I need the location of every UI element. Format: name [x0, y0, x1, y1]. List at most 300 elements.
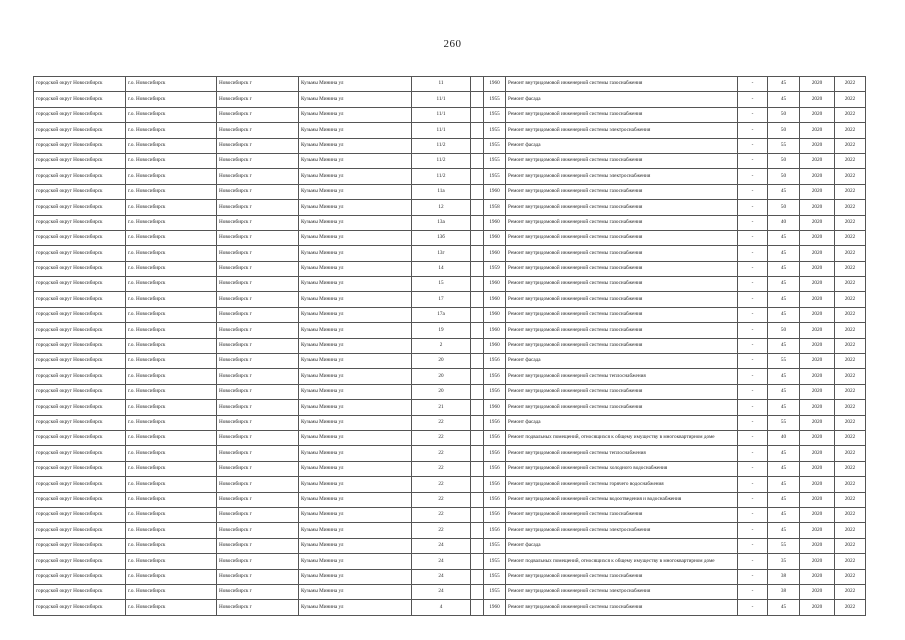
municipality-cell: городской округ Новосибирск: [34, 277, 126, 292]
dash-cell: -: [738, 123, 768, 138]
street-cell: Кузьмы Минина ул: [299, 569, 412, 584]
end-year-cell: 2022: [835, 415, 866, 430]
municipality-cell: городской округ Новосибирск: [34, 123, 126, 138]
street-cell: Кузьмы Минина ул: [299, 184, 412, 199]
district-cell: г.о. Новосибирск: [126, 77, 217, 92]
municipality-cell: городской округ Новосибирск: [34, 354, 126, 369]
street-cell: Кузьмы Минина ул: [299, 384, 412, 399]
start-year-cell: 2020: [800, 169, 835, 184]
house-number-cell: 13г: [412, 246, 471, 261]
percent-cell: 45: [768, 400, 800, 415]
percent-cell: 45: [768, 277, 800, 292]
street-cell: Кузьмы Минина ул: [299, 92, 412, 107]
district-cell: г.о. Новосибирск: [126, 338, 217, 353]
street-cell: Кузьмы Минина ул: [299, 446, 412, 461]
letter-cell: [471, 507, 484, 522]
table-row: [34, 153, 866, 168]
end-year-cell: 2022: [835, 277, 866, 292]
dash-cell: -: [738, 77, 768, 92]
district-cell: г.о. Новосибирск: [126, 600, 217, 615]
end-year-cell: 2022: [835, 369, 866, 384]
table-row: [34, 492, 866, 507]
dash-cell: -: [738, 323, 768, 338]
house-number-cell: 22: [412, 415, 471, 430]
municipality-cell: городской округ Новосибирск: [34, 92, 126, 107]
city-cell: Новосибирск г: [217, 415, 299, 430]
table-row: [34, 415, 866, 430]
dash-cell: -: [738, 384, 768, 399]
municipality-cell: городской округ Новосибирск: [34, 369, 126, 384]
street-cell: Кузьмы Минина ул: [299, 200, 412, 215]
end-year-cell: 2022: [835, 507, 866, 522]
work-type-cell: Ремонт фасада: [506, 138, 738, 153]
city-cell: Новосибирск г: [217, 77, 299, 92]
percent-cell: 50: [768, 323, 800, 338]
end-year-cell: 2022: [835, 107, 866, 122]
house-number-cell: 15: [412, 277, 471, 292]
letter-cell: [471, 477, 484, 492]
letter-cell: [471, 215, 484, 230]
house-number-cell: 20: [412, 354, 471, 369]
house-number-cell: 2: [412, 338, 471, 353]
table-row: [34, 430, 866, 445]
end-year-cell: 2022: [835, 123, 866, 138]
end-year-cell: 2022: [835, 169, 866, 184]
percent-cell: 45: [768, 384, 800, 399]
dash-cell: -: [738, 354, 768, 369]
year-built-cell: 1958: [484, 200, 506, 215]
street-cell: Кузьмы Минина ул: [299, 492, 412, 507]
street-cell: Кузьмы Минина ул: [299, 461, 412, 476]
city-cell: Новосибирск г: [217, 538, 299, 553]
city-cell: Новосибирск г: [217, 369, 299, 384]
letter-cell: [471, 584, 484, 599]
dash-cell: -: [738, 554, 768, 569]
start-year-cell: 2020: [800, 277, 835, 292]
municipality-cell: городской округ Новосибирск: [34, 600, 126, 615]
percent-cell: 45: [768, 184, 800, 199]
letter-cell: [471, 554, 484, 569]
district-cell: г.о. Новосибирск: [126, 277, 217, 292]
start-year-cell: 2020: [800, 430, 835, 445]
municipality-cell: городской округ Новосибирск: [34, 492, 126, 507]
end-year-cell: 2022: [835, 492, 866, 507]
house-number-cell: 11/1: [412, 107, 471, 122]
dash-cell: -: [738, 600, 768, 615]
dash-cell: -: [738, 184, 768, 199]
letter-cell: [471, 200, 484, 215]
start-year-cell: 2020: [800, 600, 835, 615]
city-cell: Новосибирск г: [217, 123, 299, 138]
work-type-cell: Ремонт внутридомовой инженерной системы электроснабжения: [506, 123, 738, 138]
end-year-cell: 2022: [835, 323, 866, 338]
work-type-cell: Ремонт внутридомовой инженерной системы электроснабжения: [506, 584, 738, 599]
street-cell: Кузьмы Минина ул: [299, 554, 412, 569]
year-built-cell: 1960: [484, 307, 506, 322]
letter-cell: [471, 92, 484, 107]
house-number-cell: 21: [412, 400, 471, 415]
district-cell: г.о. Новосибирск: [126, 569, 217, 584]
house-number-cell: 11/2: [412, 153, 471, 168]
start-year-cell: 2020: [800, 369, 835, 384]
start-year-cell: 2020: [800, 323, 835, 338]
end-year-cell: 2022: [835, 354, 866, 369]
letter-cell: [471, 523, 484, 538]
street-cell: Кузьмы Минина ул: [299, 430, 412, 445]
municipality-cell: городской округ Новосибирск: [34, 246, 126, 261]
dash-cell: -: [738, 138, 768, 153]
year-built-cell: 1960: [484, 338, 506, 353]
dash-cell: -: [738, 461, 768, 476]
work-type-cell: Ремонт внутридомовой инженерной системы газоснабжения: [506, 107, 738, 122]
percent-cell: 45: [768, 246, 800, 261]
street-cell: Кузьмы Минина ул: [299, 138, 412, 153]
page-number: 260: [443, 38, 462, 50]
house-number-cell: 4: [412, 600, 471, 615]
letter-cell: [471, 153, 484, 168]
municipality-cell: городской округ Новосибирск: [34, 215, 126, 230]
municipality-cell: городской округ Новосибирск: [34, 138, 126, 153]
year-built-cell: 1959: [484, 261, 506, 276]
table-row: [34, 200, 866, 215]
start-year-cell: 2020: [800, 292, 835, 307]
city-cell: Новосибирск г: [217, 523, 299, 538]
city-cell: Новосибирск г: [217, 200, 299, 215]
dash-cell: -: [738, 415, 768, 430]
letter-cell: [471, 354, 484, 369]
city-cell: Новосибирск г: [217, 169, 299, 184]
city-cell: Новосибирск г: [217, 492, 299, 507]
city-cell: Новосибирск г: [217, 584, 299, 599]
percent-cell: 35: [768, 554, 800, 569]
end-year-cell: 2022: [835, 569, 866, 584]
start-year-cell: 2020: [800, 77, 835, 92]
district-cell: г.о. Новосибирск: [126, 215, 217, 230]
district-cell: г.о. Новосибирск: [126, 477, 217, 492]
percent-cell: 45: [768, 92, 800, 107]
work-type-cell: Ремонт фасада: [506, 92, 738, 107]
end-year-cell: 2022: [835, 200, 866, 215]
year-built-cell: 1960: [484, 600, 506, 615]
letter-cell: [471, 569, 484, 584]
percent-cell: 55: [768, 138, 800, 153]
start-year-cell: 2020: [800, 492, 835, 507]
start-year-cell: 2020: [800, 307, 835, 322]
work-type-cell: Ремонт внутридомовой инженерной системы газоснабжения: [506, 77, 738, 92]
dash-cell: -: [738, 169, 768, 184]
end-year-cell: 2022: [835, 230, 866, 245]
table-row: [34, 215, 866, 230]
district-cell: г.о. Новосибирск: [126, 507, 217, 522]
table-row: [34, 569, 866, 584]
district-cell: г.о. Новосибирск: [126, 461, 217, 476]
work-type-cell: Ремонт внутридомовой инженерной системы газоснабжения: [506, 384, 738, 399]
city-cell: Новосибирск г: [217, 292, 299, 307]
start-year-cell: 2020: [800, 215, 835, 230]
street-cell: Кузьмы Минина ул: [299, 153, 412, 168]
municipality-cell: городской округ Новосибирск: [34, 569, 126, 584]
start-year-cell: 2020: [800, 354, 835, 369]
end-year-cell: 2022: [835, 477, 866, 492]
municipality-cell: городской округ Новосибирск: [34, 230, 126, 245]
street-cell: Кузьмы Минина ул: [299, 477, 412, 492]
street-cell: Кузьмы Минина ул: [299, 600, 412, 615]
dash-cell: -: [738, 246, 768, 261]
house-number-cell: 19: [412, 323, 471, 338]
house-number-cell: 13а: [412, 215, 471, 230]
work-type-cell: Ремонт внутридомовой инженерной системы электроснабжения: [506, 523, 738, 538]
dash-cell: -: [738, 277, 768, 292]
work-type-cell: Ремонт внутридомовой инженерной системы газоснабжения: [506, 338, 738, 353]
percent-cell: 45: [768, 523, 800, 538]
dash-cell: -: [738, 430, 768, 445]
end-year-cell: 2022: [835, 215, 866, 230]
city-cell: Новосибирск г: [217, 507, 299, 522]
year-built-cell: 1956: [484, 430, 506, 445]
district-cell: г.о. Новосибирск: [126, 107, 217, 122]
start-year-cell: 2020: [800, 507, 835, 522]
end-year-cell: 2022: [835, 246, 866, 261]
table-row: [34, 523, 866, 538]
start-year-cell: 2020: [800, 477, 835, 492]
work-type-cell: Ремонт внутридомовой инженерной системы газоснабжения: [506, 292, 738, 307]
year-built-cell: 1955: [484, 92, 506, 107]
end-year-cell: 2022: [835, 430, 866, 445]
street-cell: Кузьмы Минина ул: [299, 261, 412, 276]
percent-cell: 45: [768, 307, 800, 322]
municipality-cell: городской округ Новосибирск: [34, 384, 126, 399]
end-year-cell: 2022: [835, 461, 866, 476]
house-number-cell: 24: [412, 554, 471, 569]
street-cell: Кузьмы Минина ул: [299, 507, 412, 522]
street-cell: Кузьмы Минина ул: [299, 77, 412, 92]
percent-cell: 38: [768, 569, 800, 584]
work-type-cell: Ремонт внутридомовой инженерной системы теплоснабжения: [506, 369, 738, 384]
work-type-cell: Ремонт внутридомовой инженерной системы горячего водоснабжения: [506, 477, 738, 492]
municipality-cell: городской округ Новосибирск: [34, 415, 126, 430]
start-year-cell: 2020: [800, 107, 835, 122]
table-row: [34, 292, 866, 307]
letter-cell: [471, 415, 484, 430]
dash-cell: -: [738, 446, 768, 461]
percent-cell: 50: [768, 107, 800, 122]
dash-cell: -: [738, 261, 768, 276]
percent-cell: 55: [768, 538, 800, 553]
municipality-cell: городской округ Новосибирск: [34, 400, 126, 415]
house-number-cell: 22: [412, 507, 471, 522]
letter-cell: [471, 292, 484, 307]
end-year-cell: 2022: [835, 384, 866, 399]
year-built-cell: 1956: [484, 461, 506, 476]
district-cell: г.о. Новосибирск: [126, 153, 217, 168]
work-type-cell: Ремонт внутридомовой инженерной системы газоснабжения: [506, 277, 738, 292]
year-built-cell: 1960: [484, 77, 506, 92]
city-cell: Новосибирск г: [217, 323, 299, 338]
city-cell: Новосибирск г: [217, 446, 299, 461]
end-year-cell: 2022: [835, 77, 866, 92]
start-year-cell: 2020: [800, 200, 835, 215]
city-cell: Новосибирск г: [217, 338, 299, 353]
percent-cell: 45: [768, 461, 800, 476]
district-cell: г.о. Новосибирск: [126, 246, 217, 261]
street-cell: Кузьмы Минина ул: [299, 230, 412, 245]
percent-cell: 40: [768, 430, 800, 445]
table-row: [34, 461, 866, 476]
end-year-cell: 2022: [835, 138, 866, 153]
work-type-cell: Ремонт внутридомовой инженерной системы газоснабжения: [506, 569, 738, 584]
letter-cell: [471, 77, 484, 92]
dash-cell: -: [738, 369, 768, 384]
start-year-cell: 2020: [800, 415, 835, 430]
municipality-cell: городской округ Новосибирск: [34, 200, 126, 215]
start-year-cell: 2020: [800, 584, 835, 599]
district-cell: г.о. Новосибирск: [126, 538, 217, 553]
district-cell: г.о. Новосибирск: [126, 92, 217, 107]
work-type-cell: Ремонт внутридомовой инженерной системы теплоснабжения: [506, 446, 738, 461]
year-built-cell: 1955: [484, 107, 506, 122]
house-number-cell: 22: [412, 523, 471, 538]
dash-cell: -: [738, 153, 768, 168]
letter-cell: [471, 277, 484, 292]
house-number-cell: 17: [412, 292, 471, 307]
house-number-cell: 11/2: [412, 169, 471, 184]
house-number-cell: 20: [412, 384, 471, 399]
work-type-cell: Ремонт фасада: [506, 538, 738, 553]
dash-cell: -: [738, 477, 768, 492]
start-year-cell: 2020: [800, 569, 835, 584]
year-built-cell: 1955: [484, 569, 506, 584]
dash-cell: -: [738, 215, 768, 230]
dash-cell: -: [738, 538, 768, 553]
table-row: [34, 507, 866, 522]
start-year-cell: 2020: [800, 138, 835, 153]
street-cell: Кузьмы Минина ул: [299, 369, 412, 384]
district-cell: г.о. Новосибирск: [126, 184, 217, 199]
start-year-cell: 2020: [800, 446, 835, 461]
year-built-cell: 1955: [484, 538, 506, 553]
percent-cell: 45: [768, 600, 800, 615]
city-cell: Новосибирск г: [217, 153, 299, 168]
letter-cell: [471, 338, 484, 353]
end-year-cell: 2022: [835, 292, 866, 307]
municipality-cell: городской округ Новосибирск: [34, 261, 126, 276]
district-cell: г.о. Новосибирск: [126, 323, 217, 338]
house-number-cell: 24: [412, 584, 471, 599]
work-type-cell: Ремонт внутридомовой инженерной системы газоснабжения: [506, 400, 738, 415]
letter-cell: [471, 446, 484, 461]
table-row: [34, 123, 866, 138]
street-cell: Кузьмы Минина ул: [299, 354, 412, 369]
dash-cell: -: [738, 200, 768, 215]
district-cell: г.о. Новосибирск: [126, 430, 217, 445]
dash-cell: -: [738, 400, 768, 415]
year-built-cell: 1955: [484, 169, 506, 184]
percent-cell: 45: [768, 292, 800, 307]
work-type-cell: Ремонт внутридомовой инженерной системы газоснабжения: [506, 323, 738, 338]
city-cell: Новосибирск г: [217, 107, 299, 122]
percent-cell: 45: [768, 230, 800, 245]
percent-cell: 40: [768, 215, 800, 230]
municipality-cell: городской округ Новосибирск: [34, 523, 126, 538]
district-cell: г.о. Новосибирск: [126, 415, 217, 430]
municipality-cell: городской округ Новосибирск: [34, 430, 126, 445]
percent-cell: 55: [768, 354, 800, 369]
year-built-cell: 1960: [484, 184, 506, 199]
table-row: [34, 554, 866, 569]
year-built-cell: 1960: [484, 215, 506, 230]
work-type-cell: Ремонт внутридомовой инженерной системы газоснабжения: [506, 215, 738, 230]
table-row: [34, 584, 866, 599]
table-row: [34, 323, 866, 338]
municipality-cell: городской округ Новосибирск: [34, 323, 126, 338]
street-cell: Кузьмы Минина ул: [299, 538, 412, 553]
district-cell: г.о. Новосибирск: [126, 261, 217, 276]
work-type-cell: Ремонт внутридомовой инженерной системы газоснабжения: [506, 600, 738, 615]
work-type-cell: Ремонт внутридомовой инженерной системы газоснабжения: [506, 200, 738, 215]
street-cell: Кузьмы Минина ул: [299, 169, 412, 184]
house-number-cell: 11/2: [412, 138, 471, 153]
percent-cell: 50: [768, 169, 800, 184]
percent-cell: 45: [768, 477, 800, 492]
year-built-cell: 1960: [484, 230, 506, 245]
municipality-cell: городской округ Новосибирск: [34, 477, 126, 492]
municipality-cell: городской округ Новосибирск: [34, 538, 126, 553]
city-cell: Новосибирск г: [217, 307, 299, 322]
city-cell: Новосибирск г: [217, 261, 299, 276]
end-year-cell: 2022: [835, 400, 866, 415]
letter-cell: [471, 538, 484, 553]
district-cell: г.о. Новосибирск: [126, 492, 217, 507]
district-cell: г.о. Новосибирск: [126, 523, 217, 538]
house-number-cell: 22: [412, 430, 471, 445]
street-cell: Кузьмы Минина ул: [299, 400, 412, 415]
city-cell: Новосибирск г: [217, 400, 299, 415]
house-number-cell: 11: [412, 77, 471, 92]
year-built-cell: 1956: [484, 446, 506, 461]
work-type-cell: Ремонт подвальных помещений, относящихся к общему имуществу в многоквартирном доме: [506, 554, 738, 569]
start-year-cell: 2020: [800, 523, 835, 538]
start-year-cell: 2020: [800, 384, 835, 399]
table-row: [34, 246, 866, 261]
year-built-cell: 1960: [484, 323, 506, 338]
letter-cell: [471, 169, 484, 184]
municipality-cell: городской округ Новосибирск: [34, 77, 126, 92]
letter-cell: [471, 384, 484, 399]
street-cell: Кузьмы Минина ул: [299, 123, 412, 138]
year-built-cell: 1955: [484, 554, 506, 569]
table-row: [34, 92, 866, 107]
municipality-cell: городской округ Новосибирск: [34, 107, 126, 122]
end-year-cell: 2022: [835, 523, 866, 538]
percent-cell: 45: [768, 446, 800, 461]
municipality-cell: городской округ Новосибирск: [34, 169, 126, 184]
year-built-cell: 1956: [484, 369, 506, 384]
dash-cell: -: [738, 523, 768, 538]
work-type-cell: Ремонт внутридомовой инженерной системы электроснабжения: [506, 169, 738, 184]
work-type-cell: Ремонт внутридомовой инженерной системы газоснабжения: [506, 507, 738, 522]
district-cell: г.о. Новосибирск: [126, 230, 217, 245]
municipality-cell: городской округ Новосибирск: [34, 584, 126, 599]
end-year-cell: 2022: [835, 261, 866, 276]
city-cell: Новосибирск г: [217, 384, 299, 399]
year-built-cell: 1960: [484, 246, 506, 261]
dash-cell: -: [738, 230, 768, 245]
letter-cell: [471, 246, 484, 261]
house-number-cell: 24: [412, 538, 471, 553]
start-year-cell: 2020: [800, 554, 835, 569]
start-year-cell: 2020: [800, 246, 835, 261]
district-cell: г.о. Новосибирск: [126, 200, 217, 215]
